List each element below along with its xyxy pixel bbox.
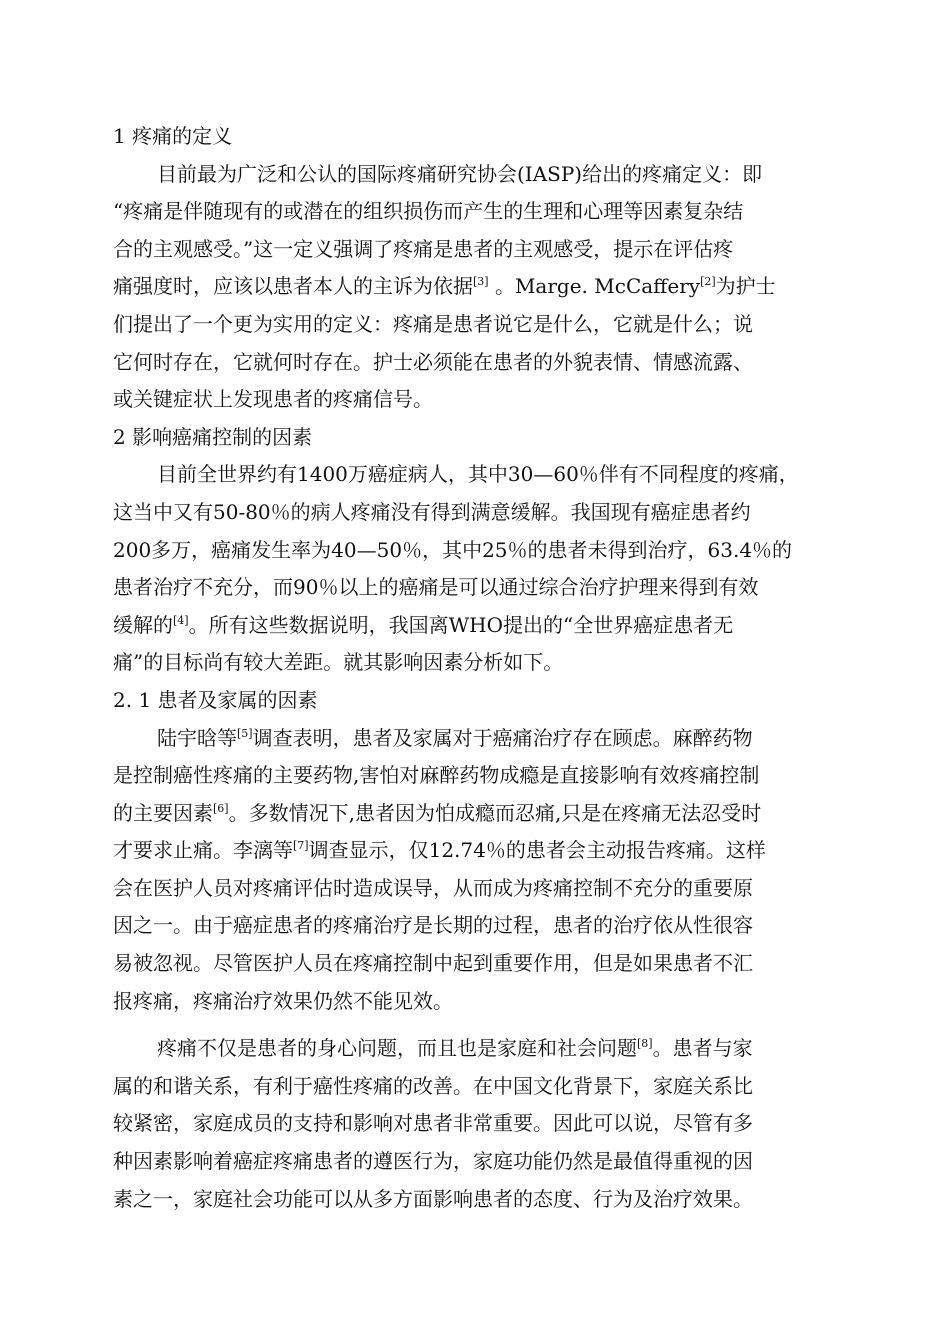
citation-ref-5: [5] — [237, 726, 253, 740]
section-2-paragraph — [113, 456, 838, 682]
text-segment: 。患者与家 — [652, 1036, 753, 1061]
text-line — [113, 1030, 838, 1068]
text-line — [113, 607, 838, 645]
section-1-heading: 1 疼痛的定义 — [113, 124, 233, 148]
text-line: “疼痛是伴随现有的或潜在的组织损伤而产生的生理和心理等因素复杂结 — [113, 199, 744, 224]
text-line: 因之一。由于癌症患者的疼痛治疗是长期的过程，患者的治疗依从性很容 — [113, 913, 753, 938]
text-segment: 的主要因素 — [113, 800, 213, 825]
text-line: 会在医护人员对疼痛评估时造成误导，从而成为疼痛控制不充分的重要原 — [113, 875, 753, 900]
text-line: 易被忽视。尽管医护人员在疼痛控制中起到重要作用，但是如果患者不汇 — [113, 951, 753, 976]
text-line — [113, 832, 838, 870]
text-line: 痛”的目标尚有较大差距。就其影响因素分析如下。 — [113, 650, 564, 675]
text-line: 报疼痛，疼痛治疗效果仍然不能见效。 — [113, 988, 453, 1013]
text-segment: 调查表明，患者及家属对于癌痛治疗存在顾虑。麻醉药物 — [252, 725, 753, 750]
citation-ref-3: [3] — [473, 275, 489, 289]
text-segment: 。所有这些数据说明，我国离WHO提出的“全世界癌症患者无 — [188, 612, 734, 637]
section-2-heading: 2 影响癌痛控制的因素 — [113, 424, 313, 449]
text-line: 合的主观感受。”这一定义强调了疼痛是患者的主观感受，提示在评估疼 — [113, 236, 734, 261]
section-2-1-heading: 2. 1 患者及家属的因素 — [113, 687, 318, 712]
text-segment: 痛强度时，应该以患者本人的主诉为依据 — [113, 274, 473, 299]
paragraph-spacing — [113, 1020, 838, 1030]
text-line: 它何时存在，它就何时存在。护士必须能在患者的外貌表情、情感流露、 — [113, 349, 753, 374]
text-line: 种因素影响着癌症疼痛患者的遵医行为，家庭功能仍然是最值得重视的因 — [113, 1149, 753, 1174]
text-segment: 。Marge. McCaffery — [488, 274, 701, 299]
text-segment: 。多数情况下,患者因为怕成瘾而忍痛,只是在疼痛无法忍受时 — [228, 800, 762, 825]
citation-ref-8: [8] — [637, 1037, 653, 1051]
text-line — [113, 268, 838, 306]
text-segment: 疼痛不仅是患者的身心问题，而且也是家庭和社会问题 — [157, 1036, 637, 1061]
section-1-paragraph — [113, 156, 838, 419]
text-line: 是控制癌性疼痛的主要药物,害怕对麻醉药物成瘾是直接影响有效疼痛控制 — [113, 763, 760, 788]
text-line: 素之一，家庭社会功能可以从多方面影响患者的态度、行为及治疗效果。 — [113, 1186, 753, 1211]
citation-ref-7: [7] — [293, 839, 309, 853]
text-line: 较紧密，家庭成员的支持和影响对患者非常重要。因此可以说，尽管有多 — [113, 1111, 753, 1136]
text-segment: 缓解的 — [113, 612, 173, 637]
citation-ref-6: [6] — [213, 801, 229, 815]
section-2-1-paragraph-2 — [113, 1030, 838, 1218]
text-line: 属的和谐关系，有利于癌性疼痛的改善。在中国文化背景下，家庭关系比 — [113, 1073, 753, 1098]
text-line: 患者治疗不充分，而90％以上的癌痛是可以通过综合治疗护理来得到有效 — [113, 575, 759, 600]
citation-ref-4: [4] — [173, 613, 189, 627]
text-line: 目前最为广泛和公认的国际疼痛研究协会(IASP)给出的疼痛定义：即 — [157, 161, 763, 186]
text-line: 200多万，癌痛发生率为40—50％，其中25％的患者未得到治疗，63.4％的 — [113, 537, 793, 562]
text-line: 或关键症状上发现患者的疼痛信号。 — [113, 387, 433, 412]
citation-ref-2: [2] — [700, 275, 716, 289]
text-segment: 陆宇晗等 — [157, 725, 237, 750]
section-2-1-paragraph-1 — [113, 720, 838, 1021]
text-line — [113, 795, 838, 833]
text-segment: 调查显示，仅12.74％的患者会主动报告疼痛。这样 — [308, 838, 766, 863]
text-line: 们提出了一个更为实用的定义：疼痛是患者说它是什么，它就是什么；说 — [113, 311, 753, 336]
text-line — [113, 720, 838, 758]
text-line: 这当中又有50-80％的病人疼痛没有得到满意缓解。我国现有癌症患者约 — [113, 499, 751, 524]
text-segment: 为护士 — [715, 274, 776, 299]
text-line: 目前全世界约有1400万癌症病人，其中30—60％伴有不同程度的疼痛， — [157, 462, 799, 487]
document-page — [113, 118, 838, 1218]
text-segment: 才要求止痛。李漓等 — [113, 838, 293, 863]
